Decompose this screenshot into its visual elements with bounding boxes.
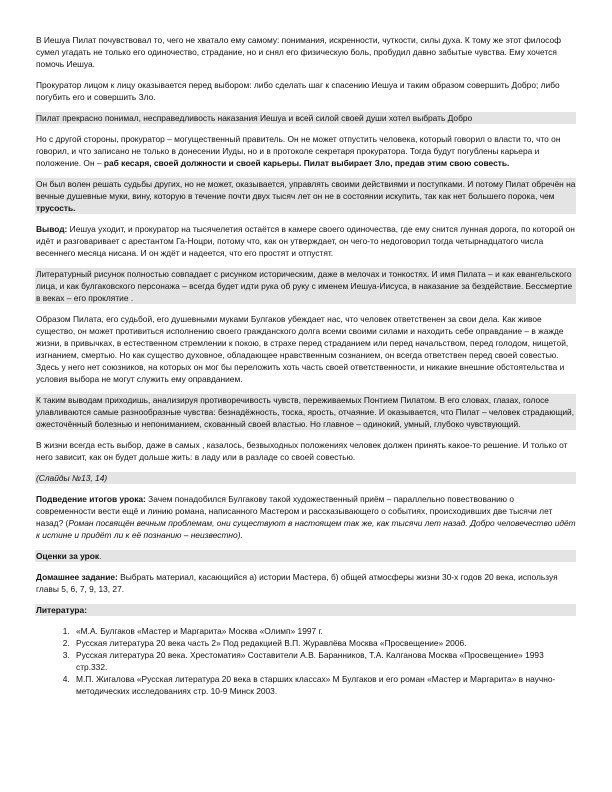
literature-item: 2. Русская литература 20 века часть 2» Под редакцией В.П. Журавлёва Москва «Просвещение» 2006. [72, 637, 576, 649]
paragraph-10: В жизни всегда есть выбор, даже в самых , казалось, безвыходных положениях человек должен принять какое-то решение. И только от него зависит, как он будет дольше жить: в ладу или в разладе со своей совестью. [36, 440, 568, 462]
summary-label: Подведение итогов урока: [36, 494, 146, 504]
homework-label: Домашнее задание: [36, 572, 118, 582]
grades-dot: . [99, 551, 102, 561]
literature-item: 3. Русская литература 20 века. Хрестоматия» Составители А.В. Баранников, Т.А. Калганова Москва «Просвещение» 1993 стр.332. [72, 649, 576, 673]
paragraph-8: Образом Пилата, его судьбой, его душевными муками Булгаков убеждает нас, что человек ответственен за свои дела. Как живое существо, он может противиться исполнению своего гражданского долга всеми своими силами и находить себе оправдание – в жажде жизни, в привычках, в естественном стремлении к покою, в страхе перед страданием или перед начальством, перед голодом, нищетой, изгнанием, смертью. Но как существо духовное, обладающее нравственным сознанием, он всегда ответствен перед своей совестью. Здесь у него нет союзников, на которых он мог бы переложить хоть часть своей ответственности, и никакие внешние обстоятельства и условия выбора не могут служить ему оправданием. [36, 314, 569, 384]
paragraph-1: В Иешуа Пилат почувствовал то, чего не хватало ему самому: понимания, искренности, чуткости, силы духа. К тому же этот философ сумел угадать не только его одиночество, страдание, но и снял его физическую боль, пробудил давно забытые чувства. Ему хочется помочь Иешуа. [36, 35, 561, 69]
paragraph-5 [35, 178, 576, 214]
homework-text: Выбрать материал, касающийся а) истории Мастера, б) общей атмосферы жизни 30-х годов 20 века, используя главы 5, 6, 7, 9, 13, 27. [36, 572, 558, 594]
slides-text: (Слайды №13, 14) [36, 473, 108, 483]
homework [36, 571, 576, 595]
paragraph-7: Литературный рисунок полностью совпадает с рисунком историческим, даже в мелочах и тонкостях. И имя Пилата – и как евангельского лица, и как булгаковского персонажа – всегда будет идти рука об руку с именем Иешуа-Иисуса, в наказание за бездействие. Бессмертие в веках – его проклятие . [35, 268, 576, 304]
literature-item: 1. «М.А. Булгаков «Мастер и Маргарита» Москва «Олимп» 1997 г. [72, 625, 576, 637]
paragraph-3: Пилат прекрасно понимал, несправедливость наказания Иешуа и всей силой своей души хотел выбрать Добро [35, 112, 576, 124]
slides-note [35, 472, 576, 484]
lesson-summary [36, 493, 576, 541]
paragraph-9: К таким выводам приходишь, анализируя противоречивость чувств, переживаемых Понтием Пилатом. В его словах, глазах, голосе улавливаются самые разнообразные чувства: безнадёжность, тоска, ярость, отчаяние. И оказывается, что Пилат – человек страдающий, ожесточённый болезнью и непониманием, скованный своей властью. Но главное – одинокий, умный, глубоко чувствующий. [36, 395, 575, 429]
document-body [36, 34, 576, 697]
paragraph-5-text: Он был волен решать судьбы других, но не может, оказывается, управлять своими действиями и поступками. И потому Пилат обречён на вечные душевные муки, вину, которую в течение почти двух тысяч лет он не в состоянии искупить, так как нет большего порока, чем [36, 179, 576, 201]
conclusion-text: Иешуа уходит, и прокуратор на тысячелетия остаётся в камере своего одиночества, где ему снится лунная дорога, по которой он идёт и разговаривает с арестантом Га-Ноцри, потому что, как он утверждает, он чего-то недоговорил тогда четырнадцатого числа весеннего месяца нисана. И он ждёт и надеется, что его простят и отпустят. [36, 224, 575, 258]
literature-label: Литература: [36, 605, 87, 615]
conclusion-label: Вывод: [36, 224, 68, 234]
grades-label: Оценки за урок [36, 551, 100, 561]
summary-italic: Роман посвящён вечным проблемам, они существуют в настоящем так же, как тысячи лет назад. Добро человечество идёт к истине и придёт ли к её познанию – неизвестно). [36, 518, 576, 540]
summary-text: Зачем понадобился Булгакову такой художественный приём – параллельно повествованию о современности вести ещё и линию романа, написанного Мастером и рассказывающего о событиях, происходивших две тысячи лет назад? ( [36, 494, 553, 528]
grades [35, 550, 576, 562]
literature-list [36, 625, 576, 697]
paragraph-4 [36, 133, 576, 169]
literature-item: 4. М.П. Жигалова «Русская литература 20 века в старших классах» М Булгаков и его роман «Мастер и Маргарита» в научно-методических исследованиях стр. 10-9 Минск 2003. [72, 673, 576, 697]
paragraph-2: Прокуратор лицом к лицу оказывается перед выбором: либо сделать шаг к спасению Иешуа и таким образом совершить Добро; либо погубить его и совершить Зло. [36, 80, 560, 102]
paragraph-5-bold: трусость. [36, 203, 76, 213]
literature-heading [35, 604, 576, 616]
paragraph-4-text: Но с другой стороны, прокуратор – могущественный правитель. Он не может отпустить человека, который говорил о власти то, что он говорил, и что записано не только в донесении Иуды, но и в протоколе секретаря прокуратора. Тогда будут погублены карьера и положение. Он – [36, 134, 561, 168]
paragraph-4-bold: раб кесаря, своей должности и своей карьеры. Пилат выбирает Зло, предав этим свою совесть. [103, 158, 510, 168]
paragraph-conclusion [36, 223, 576, 259]
